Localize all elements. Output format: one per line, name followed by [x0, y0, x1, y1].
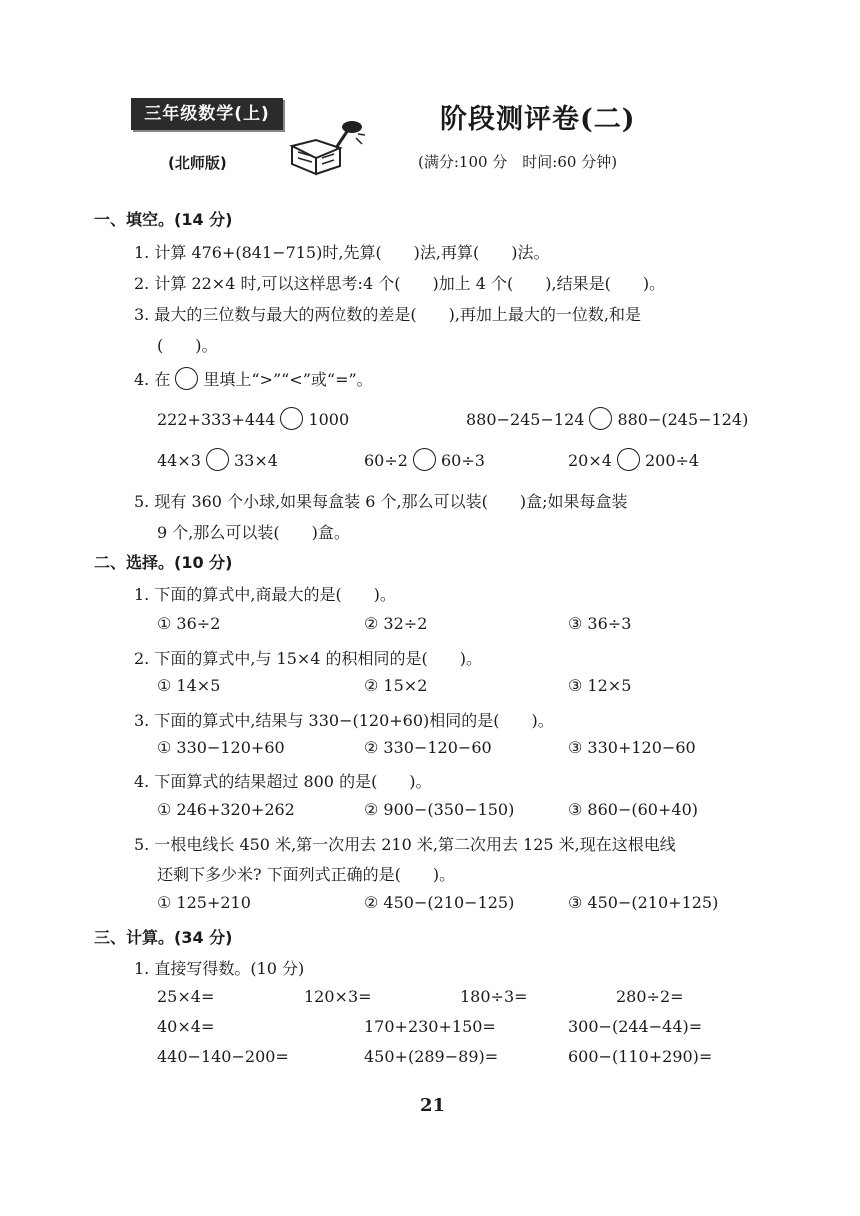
compare-right: 60÷3	[440, 451, 485, 470]
circle-blank[interactable]	[280, 407, 303, 430]
question-text: 5. 现有 360 个小球,如果每盒装 6 个,那么可以装( )盒;如果每盒装	[134, 492, 628, 511]
choice-option[interactable]: ③ 330+120−60	[568, 738, 696, 757]
question-text: 1. 计算 476+(841−715)时,先算( )法,再算( )法。	[134, 243, 550, 262]
choice-option[interactable]: ① 330−120+60	[157, 738, 285, 757]
circle-blank	[175, 367, 198, 390]
calc-item: 120×3=	[304, 987, 372, 1006]
question-text: 2. 计算 22×4 时,可以这样思考:4 个( )加上 4 个( ),结果是( )。	[134, 274, 666, 293]
compare-item	[364, 450, 485, 473]
compare-left: 20×4	[568, 451, 612, 470]
compare-left: 60÷2	[364, 451, 408, 470]
compare-item	[466, 409, 748, 432]
calc-item: 170+230+150=	[364, 1017, 496, 1036]
question-text: 2. 下面的算式中,与 15×4 的积相同的是( )。	[134, 649, 483, 668]
question-text: 3. 下面的算式中,结果与 330−(120+60)相同的是( )。	[134, 711, 554, 730]
edition-label: (北师版)	[168, 154, 227, 172]
compare-left: 880−245−124	[466, 410, 585, 429]
compare-item	[157, 450, 278, 473]
question-text: 3. 最大的三位数与最大的两位数的差是( ),再加上最大的一位数,和是	[134, 305, 642, 324]
question-text: 5. 一根电线长 450 米,第一次用去 210 米,第二次用去 125 米,现在这根电线	[134, 835, 676, 854]
calc-item: 40×4=	[157, 1017, 215, 1036]
choice-option[interactable]: ③ 12×5	[568, 676, 632, 695]
choice-option[interactable]: ② 15×2	[364, 676, 428, 695]
question-text: 4. 下面算式的结果超过 800 的是( )。	[134, 772, 432, 791]
question-text: ( )。	[157, 336, 218, 355]
choice-option[interactable]: ② 32÷2	[364, 614, 428, 633]
section-calculation-heading: 三、计算。(34 分)	[94, 928, 233, 947]
section-fill-blank-heading: 一、填空。(14 分)	[94, 210, 233, 229]
choice-option[interactable]: ② 450−(210−125)	[364, 893, 515, 912]
choice-option[interactable]: ① 246+320+262	[157, 800, 295, 819]
calc-item: 440−140−200=	[157, 1047, 289, 1066]
page-title: 阶段测评卷(二)	[440, 104, 636, 135]
calc-item: 600−(110+290)=	[568, 1047, 713, 1066]
compare-item	[568, 450, 699, 473]
compare-right: 33×4	[233, 451, 278, 470]
question-text: 还剩下多少米? 下面列式正确的是( )。	[157, 865, 456, 884]
calc-item: 180÷3=	[460, 987, 528, 1006]
choice-option[interactable]: ② 900−(350−150)	[364, 800, 515, 819]
choice-option[interactable]: ③ 450−(210+125)	[568, 893, 719, 912]
book-lamp-icon	[286, 118, 366, 180]
grade-badge: 三年级数学(上)	[131, 98, 283, 130]
circle-blank[interactable]	[589, 407, 612, 430]
choice-option[interactable]: ① 125+210	[157, 893, 251, 912]
choice-option[interactable]: ① 14×5	[157, 676, 221, 695]
calc-item: 280÷2=	[616, 987, 684, 1006]
section-choice-heading: 二、选择。(10 分)	[94, 553, 233, 572]
calc-item: 450+(289−89)=	[364, 1047, 499, 1066]
circle-blank[interactable]	[413, 448, 436, 471]
question-text: 1. 下面的算式中,商最大的是( )。	[134, 585, 396, 604]
choice-option[interactable]: ③ 36÷3	[568, 614, 632, 633]
question-text: 9 个,那么可以装( )盒。	[157, 523, 350, 542]
compare-left: 44×3	[157, 451, 201, 470]
compare-item	[157, 409, 349, 432]
page-number: 21	[420, 1095, 446, 1116]
circle-blank[interactable]	[206, 448, 229, 471]
compare-left: 222+333+444	[157, 410, 276, 429]
sub-question-text: 1. 直接写得数。(10 分)	[134, 959, 305, 978]
question-suffix: 里填上“>”“<”或“=”。	[203, 370, 373, 389]
question-text	[134, 367, 373, 392]
compare-right: 1000	[308, 410, 350, 429]
choice-option[interactable]: ② 330−120−60	[364, 738, 492, 757]
choice-option[interactable]: ① 36÷2	[157, 614, 221, 633]
question-prefix: 4. 在	[134, 370, 171, 389]
choice-option[interactable]: ③ 860−(60+40)	[568, 800, 698, 819]
circle-blank[interactable]	[617, 448, 640, 471]
calc-item: 300−(244−44)=	[568, 1017, 703, 1036]
calc-item: 25×4=	[157, 987, 215, 1006]
compare-right: 880−(245−124)	[617, 410, 749, 429]
compare-right: 200÷4	[644, 451, 700, 470]
exam-info: (满分:100 分 时间:60 分钟)	[418, 153, 618, 171]
